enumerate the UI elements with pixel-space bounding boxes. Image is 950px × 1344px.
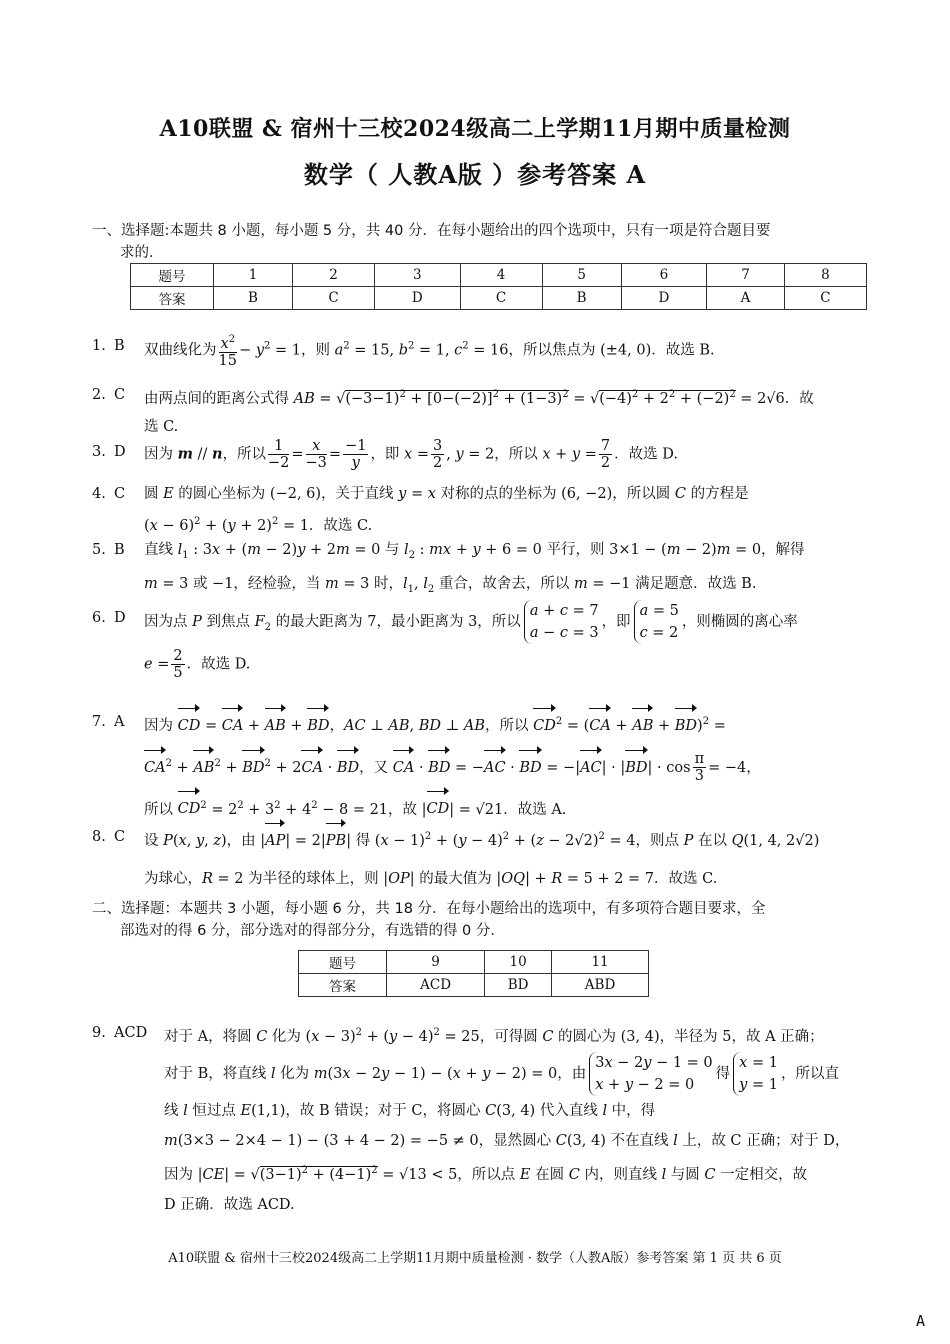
table-cell: B (542, 287, 621, 310)
question-4 (92, 480, 872, 540)
document-subtitle: 数学（ 人教A版 ）参考答案 A (303, 160, 647, 189)
question-3 (92, 438, 872, 471)
question-solution: 设 P(x, y, z)，由 |AP| = 2|PB| 得 $(x - 1)^2 + (y - 4)^2 + (z - 2√2)^2 = 4$，则点 P 在以 Q(1, 4, 2√2) (144, 818, 872, 860)
question-solution-cont: 线 l 恒过点 E(1,1)，故 B 错误；对于 C，将圆心 C(3, 4) 代入直线 l 中，得 (164, 1102, 656, 1119)
table-cell: 1 (214, 264, 293, 287)
section1-heading-cont: 求的． (120, 245, 164, 261)
table-cell: A (707, 287, 785, 310)
table-cell: ABD (552, 974, 649, 997)
table-cell: 4 (460, 264, 542, 287)
table-cell: 7 (707, 264, 785, 287)
table-cell: 3 (375, 264, 461, 287)
question-answer: C (114, 387, 126, 403)
question-number: 9. (92, 1025, 106, 1041)
question-6 (92, 600, 872, 681)
question-5 (92, 536, 872, 604)
question-solution-cont: m = 3 或 −1，经检验，当 m = 3 时，$l_1$, $l_2$ 重合，故舍去，所以 m = −1 满足题意．故选 B. (144, 575, 757, 595)
table-cell: 5 (542, 264, 621, 287)
table-cell: 6 (621, 264, 707, 287)
page-footer: A10联盟 & 宿州十三校2024级高二上学期11月期中质量检测 · 数学（人教A版）参考答案 第 1 页 共 6 页 (168, 1251, 782, 1266)
question-solution-cont: 选 C. (144, 418, 179, 435)
question-solution: 圆 E 的圆心坐标为 (−2, 6)，关于直线 y = x 对称的点的坐标为 (6, −2)，所以圆 C 的方程是 (144, 486, 749, 502)
question-answer: C (114, 829, 126, 845)
question-9 (92, 1018, 872, 1220)
question-number: 5. (92, 542, 106, 558)
table-row-answers (131, 287, 867, 310)
table-cell: D (621, 287, 707, 310)
section2-heading-text: 二、选择题：本题共 3 小题，每小题 6 分，共 18 分．在每小题给出的选项中，有多项符合题目要求，全 (92, 901, 766, 917)
question-solution-cont: D 正确．故选 ACD. (164, 1196, 295, 1213)
section2-heading-cont: 部选对的得 6 分，部分选对的得部分分，有选错的得 0 分． (120, 923, 505, 939)
question-solution: 由两点间的距离公式得 AB = $√(-3-1)^2 + [0-(-2)]^2 + (1-3)^2 = √(-4)^2 + 2^2 + (-2)^2 = 2√6$．故 (144, 389, 814, 407)
question-solution-cont: 所以 $CD^2 = 2^2 + 3^2 + 4^2 - 8 = 21$，故 |CD| = √21．故选 A. (144, 787, 872, 829)
question-number: 8. (92, 829, 106, 845)
question-answer: D (114, 610, 126, 626)
question-answer: A (114, 714, 125, 730)
question-number: 6. (92, 610, 106, 626)
table-cell: 8 (784, 264, 866, 287)
table-row-answers (299, 974, 649, 997)
question-answer: B (114, 542, 125, 558)
question-answer: C (114, 486, 126, 502)
row-label-answer: 答案 (299, 974, 387, 997)
question-solution-cont: $CA^2 + AB^2 + BD^2 + 2CA$ · BD，又 CA · BD = −AC · BD = −|AC| · |BD| · cos $\frac{\pi}{3}$ = −4， (144, 745, 872, 787)
table-cell: C (460, 287, 542, 310)
question-solution-cont: $(x - 6)^2 + (y + 2)^2 = 1$．故选 C. (144, 516, 373, 534)
question-solution: 直线 $l_1$ : 3x + (m − 2)y + 2m = 0 与 $l_2$ : mx + y + 6 = 0 平行，则 3×1 − (m − 2)m = 0，解得 (144, 542, 805, 561)
question-solution-cont: e = $\frac{2}{5}$ ．故选 D. (144, 648, 251, 681)
question-solution: 因为 m // n，所以 $\frac{1}{-2}$ = $\frac{x}{-3}$ = $\frac{-1}{y}$ ，即 x = $\frac{3}{2}$ , y = 2，所以 x + y = $\frac{7}{2}$ ．故选 D. (144, 438, 678, 471)
question-number: 1. (92, 338, 106, 354)
corner-mark: A (916, 1312, 926, 1330)
document-title: A10联盟 & 宿州十三校2024级高二上学期11月期中质量检测 (159, 116, 791, 142)
question-solution-cont: 因为 $|CE| = √(3-1)^2 + (4-1)^2 = √13 < 5$，所以点 E 在圆 C 内，则直线 l 与圆 C 一定相交，故 (164, 1164, 808, 1183)
question-answer: ACD (114, 1025, 148, 1041)
row-label-answer: 答案 (131, 287, 214, 310)
question-number: 7. (92, 714, 106, 730)
section2-heading (92, 898, 872, 942)
table-row-numbers (131, 264, 867, 287)
table-cell: BD (485, 974, 552, 997)
question-answer: B (114, 338, 125, 354)
question-solution: 双曲线化为 $\frac{x^2}{15}$ − $y^2 = 1$，则 $a^2 = 15$, $b^2 = 1$, $c^2 = 16$，所以焦点为 (±4, 0)．故选 B. (144, 334, 715, 369)
table-cell: C (292, 287, 374, 310)
question-solution: 对于 A，将圆 C 化为 $(x - 3)^2 + (y - 4)^2 = 25$，可得圆 C 的圆心为 (3, 4)，半径为 5，故 A 正确； (164, 1027, 824, 1045)
table-cell: C (784, 287, 866, 310)
table-row-numbers (299, 951, 649, 974)
table-cell: B (214, 287, 293, 310)
section1-heading (92, 220, 872, 264)
question-8 (92, 818, 872, 898)
table-cell: 11 (552, 951, 649, 974)
table-cell: D (375, 287, 461, 310)
row-label-number: 题号 (131, 264, 214, 287)
section2-answer-table (298, 950, 649, 997)
table-cell: 9 (387, 951, 485, 974)
question-solution-cont: 为球心，R = 2 为半径的球体上，则 |OP| 的最大值为 |OQ| + R = 5 + 2 = 7．故选 C. (144, 870, 718, 887)
question-solution: 因为 CD = CA + AB + BD，AC ⊥ AB, BD ⊥ AB，所以 $CD^2 = (CA$ + AB + BD)$^2$ = (144, 703, 872, 745)
row-label-number: 题号 (299, 951, 387, 974)
table-cell: 2 (292, 264, 374, 287)
section1-answer-table (130, 263, 867, 310)
table-cell: ACD (387, 974, 485, 997)
question-7 (92, 703, 872, 828)
question-solution-cont: 对于 B，将直线 l 化为 m(3x − 2y − 1) − (x + y − 2) = 0，由3x − 2y − 1 = 0 x + y − 2 = 0得x = 1 y = 1，所以直 (164, 1052, 872, 1096)
question-number: 4. (92, 486, 106, 502)
question-solution: 因为点 P 到焦点 $F_2$ 的最大距离为 7，最小距离为 3，所以a + c = 7 a − c = 3，即a = 5 c = 2，则椭圆的离心率 (144, 600, 872, 644)
question-number: 3. (92, 444, 106, 460)
section1-heading-text: 一、选择题:本题共 8 小题，每小题 5 分，共 40 分．在每小题给出的四个选项中，只有一项是符合题目要 (92, 223, 771, 239)
question-number: 2. (92, 387, 106, 403)
question-solution-cont: m(3×3 − 2×4 − 1) − (3 + 4 − 2) = −5 ≠ 0，显然圆心 C(3, 4) 不在直线 l 上，故 C 正确；对于 D， (164, 1132, 850, 1149)
table-cell: 10 (485, 951, 552, 974)
question-2 (92, 381, 872, 441)
question-1 (92, 332, 872, 369)
question-answer: D (114, 444, 126, 460)
